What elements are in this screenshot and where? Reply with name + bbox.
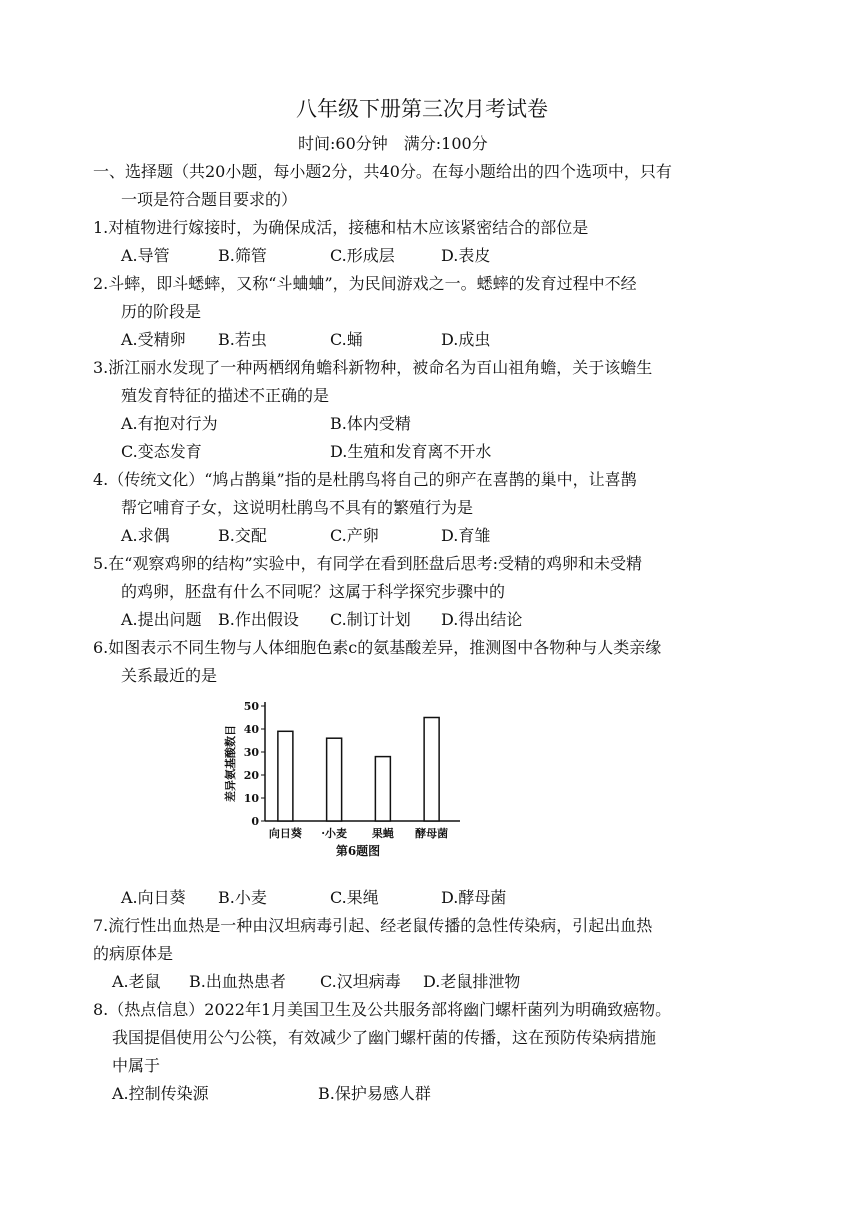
question-8-stem: 8.（热点信息）2022年1月美国卫生及公共服务部将幽门螺杆菌列为明确致癌物。	[93, 1000, 672, 1019]
x-tick-label: 酵母菌	[415, 827, 449, 840]
x-tick-label: 果蝇	[371, 827, 394, 840]
question-7-option-a[interactable]: A.老鼠	[112, 972, 161, 991]
question-8-option-a[interactable]: A.控制传染源	[112, 1084, 209, 1103]
question-8-stem-cont: 我国提倡使用公勺公筷，有效减少了幽门螺杆菌的传播，这在预防传染病措施	[112, 1028, 657, 1047]
question-2-stem-cont: 历的阶段是	[121, 302, 202, 321]
y-tick-label: 0	[251, 815, 259, 828]
question-4-option-b[interactable]: B.交配	[218, 526, 267, 545]
bar	[375, 757, 390, 821]
bar	[278, 731, 293, 821]
question-1-option-c[interactable]: C.形成层	[330, 246, 395, 265]
question-8-option-b[interactable]: B.保护易感人群	[318, 1084, 431, 1103]
question-1-option-d[interactable]: D.表皮	[441, 246, 491, 265]
question-2-option-c[interactable]: C.蛹	[330, 330, 363, 349]
question-3-stem: 3.浙江丽水发现了一种两栖纲角蟾科新物种，被命名为百山祖角蟾，关于该蟾生	[93, 358, 653, 377]
question-2-option-d[interactable]: D.成虫	[441, 330, 491, 349]
question-3-option-a[interactable]: A.有抱对行为	[121, 414, 218, 433]
section-heading: 一、选择题（共20小题，每小题2分，共40分。在每小题给出的四个选项中，只有	[93, 162, 672, 181]
question-5-stem-cont: 的鸡卵，胚盘有什么不同呢？这属于科学探究步骤中的	[121, 582, 506, 601]
question-6-option-b[interactable]: B.小麦	[218, 888, 267, 907]
y-tick-label: 10	[243, 792, 259, 805]
question-5-option-c[interactable]: C.制订计划	[330, 610, 411, 629]
y-tick-label: 30	[243, 746, 259, 759]
question-7-stem: 7.流行性出血热是一种由汉坦病毒引起、经老鼠传播的急性传染病，引起出血热	[93, 916, 653, 935]
bar	[424, 718, 439, 822]
question-7-stem-cont: 的病原体是	[93, 944, 174, 963]
question-1-option-a[interactable]: A.导管	[121, 246, 170, 265]
x-tick-label: 向日葵	[268, 827, 302, 840]
y-tick-label: 40	[243, 723, 259, 736]
question-3-option-d[interactable]: D.生殖和发育离不开水	[330, 442, 492, 461]
y-tick-label: 20	[243, 769, 259, 782]
amino-acid-difference-chart	[220, 694, 520, 866]
question-3-option-c[interactable]: C.变态发育	[121, 442, 202, 461]
x-tick-label: ·小麦	[321, 827, 348, 840]
question-4-stem-cont: 帮它哺育子女，这说明杜鹃鸟不具有的繁殖行为是	[121, 498, 474, 517]
question-8-stem-cont-2: 中属于	[112, 1056, 161, 1075]
y-axis-label: 差异氨基酸数目	[224, 725, 237, 802]
exam-meta: 时间:60分钟 满分:100分	[298, 134, 488, 153]
exam-title: 八年级下册第三次月考试卷	[296, 97, 548, 121]
question-5-option-b[interactable]: B.作出假设	[218, 610, 299, 629]
question-3-stem-cont: 殖发育特征的描述不正确的是	[121, 386, 330, 405]
question-6-stem: 6.如图表示不同生物与人体细胞色素c的氨基酸差异，推测图中各物种与人类亲缘	[93, 638, 662, 657]
question-2-stem: 2.斗蟀，即斗蟋蟀，又称“斗蛐蛐”，为民间游戏之一。蟋蟀的发育过程中不经	[93, 274, 637, 293]
question-7-option-b[interactable]: B.出血热患者	[189, 972, 286, 991]
question-1-option-b[interactable]: B.筛管	[218, 246, 267, 265]
question-2-option-b[interactable]: B.若虫	[218, 330, 267, 349]
x-axis-labels	[269, 826, 448, 840]
question-6-option-c[interactable]: C.果绳	[330, 888, 379, 907]
question-6-option-a[interactable]: A.向日葵	[121, 888, 186, 907]
question-5-stem: 5.在“观察鸡卵的结构”实验中，有同学在看到胚盘后思考:受精的鸡卵和未受精	[93, 554, 643, 573]
question-4-option-d[interactable]: D.育雏	[441, 526, 491, 545]
question-4-option-c[interactable]: C.产卵	[330, 526, 379, 545]
question-7-option-c[interactable]: C.汉坦病毒	[320, 972, 401, 991]
y-tick-label: 50	[243, 700, 259, 713]
y-axis-title	[223, 725, 237, 802]
chart-caption: 第6题图	[335, 844, 381, 858]
question-1-stem: 1.对植物进行嫁接时，为确保成活，接穗和枯木应该紧密结合的部位是	[93, 218, 589, 237]
question-3-option-b[interactable]: B.体内受精	[330, 414, 411, 433]
question-4-option-a[interactable]: A.求偶	[121, 526, 170, 545]
bar	[327, 738, 342, 821]
section-heading-cont: 一项是符合题目要求的）	[121, 190, 298, 209]
question-6-stem-cont: 关系最近的是	[121, 666, 218, 685]
question-5-option-a[interactable]: A.提出问题	[121, 610, 202, 629]
question-6-option-d[interactable]: D.酵母菌	[441, 888, 507, 907]
bars	[278, 718, 439, 822]
question-5-option-d[interactable]: D.得出结论	[441, 610, 523, 629]
question-4-stem: 4.（传统文化）“鸠占鹊巢”指的是杜鹃鸟将自己的卵产在喜鹊的巢中，让喜鹊	[93, 470, 637, 489]
question-2-option-a[interactable]: A.受精卵	[121, 330, 186, 349]
question-7-option-d[interactable]: D.老鼠排泄物	[423, 972, 521, 991]
